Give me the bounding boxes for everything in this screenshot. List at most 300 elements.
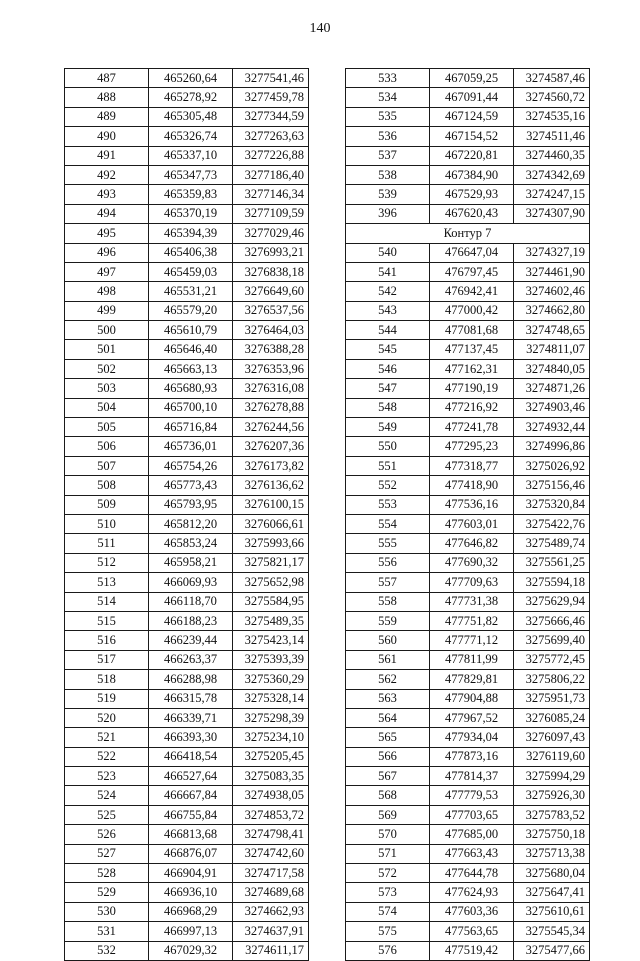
x-coordinate-cell: 466876,07	[149, 844, 233, 863]
x-coordinate-cell: 477934,04	[430, 728, 514, 747]
y-coordinate-cell: 3275926,30	[514, 786, 590, 805]
point-number-cell: 566	[346, 747, 430, 766]
table-row	[65, 708, 309, 727]
point-number-cell: 512	[65, 553, 149, 572]
x-coordinate-cell: 477873,16	[430, 747, 514, 766]
y-coordinate-cell: 3275994,29	[514, 767, 590, 786]
x-coordinate-cell: 465459,03	[149, 262, 233, 281]
point-number-cell: 505	[65, 418, 149, 437]
table-row	[65, 301, 309, 320]
y-coordinate-cell: 3276085,24	[514, 708, 590, 727]
point-number-cell: 530	[65, 902, 149, 921]
y-coordinate-cell: 3275320,84	[514, 495, 590, 514]
point-number-cell: 573	[346, 883, 430, 902]
y-coordinate-cell: 3275393,39	[233, 650, 309, 669]
x-coordinate-cell: 467620,43	[430, 204, 514, 223]
table-row	[346, 476, 590, 495]
y-coordinate-cell: 3275489,74	[514, 534, 590, 553]
x-coordinate-cell: 477624,93	[430, 883, 514, 902]
table-row	[65, 69, 309, 88]
point-number-cell: 534	[346, 88, 430, 107]
x-coordinate-cell: 465347,73	[149, 165, 233, 184]
coordinates-table-left	[64, 68, 309, 961]
point-number-cell: 542	[346, 282, 430, 301]
point-number-cell: 516	[65, 631, 149, 650]
y-coordinate-cell: 3276537,56	[233, 301, 309, 320]
table-row	[346, 204, 590, 223]
point-number-cell: 513	[65, 573, 149, 592]
table-row	[346, 127, 590, 146]
point-number-cell: 490	[65, 127, 149, 146]
point-number-cell: 539	[346, 185, 430, 204]
point-number-cell: 528	[65, 864, 149, 883]
y-coordinate-cell: 3275680,04	[514, 864, 590, 883]
x-coordinate-cell: 477603,36	[430, 902, 514, 921]
table-row	[346, 941, 590, 960]
x-coordinate-cell: 466418,54	[149, 747, 233, 766]
table-row	[65, 941, 309, 960]
y-coordinate-cell: 3275652,98	[233, 573, 309, 592]
table-row	[65, 165, 309, 184]
x-coordinate-cell: 465531,21	[149, 282, 233, 301]
x-coordinate-cell: 465663,13	[149, 359, 233, 378]
point-number-cell: 519	[65, 689, 149, 708]
x-coordinate-cell: 477603,01	[430, 514, 514, 533]
y-coordinate-cell: 3277029,46	[233, 224, 309, 243]
x-coordinate-cell: 466339,71	[149, 708, 233, 727]
x-coordinate-cell: 465278,92	[149, 88, 233, 107]
x-coordinate-cell: 477190,19	[430, 379, 514, 398]
table-row	[65, 379, 309, 398]
x-coordinate-cell: 465394,39	[149, 224, 233, 243]
point-number-cell: 501	[65, 340, 149, 359]
x-coordinate-cell: 467529,93	[430, 185, 514, 204]
point-number-cell: 525	[65, 805, 149, 824]
y-coordinate-cell: 3275026,92	[514, 456, 590, 475]
x-coordinate-cell: 477137,45	[430, 340, 514, 359]
point-number-cell: 560	[346, 631, 430, 650]
y-coordinate-cell: 3277263,63	[233, 127, 309, 146]
point-number-cell: 544	[346, 321, 430, 340]
table-row	[65, 262, 309, 281]
section-header-row	[346, 224, 590, 243]
point-number-cell: 575	[346, 922, 430, 941]
point-number-cell: 491	[65, 146, 149, 165]
x-coordinate-cell: 466118,70	[149, 592, 233, 611]
x-coordinate-cell: 477829,81	[430, 670, 514, 689]
x-coordinate-cell: 466997,13	[149, 922, 233, 941]
point-number-cell: 531	[65, 922, 149, 941]
x-coordinate-cell: 477646,82	[430, 534, 514, 553]
y-coordinate-cell: 3275489,35	[233, 611, 309, 630]
x-coordinate-cell: 466936,10	[149, 883, 233, 902]
point-number-cell: 555	[346, 534, 430, 553]
y-coordinate-cell: 3276316,08	[233, 379, 309, 398]
point-number-cell: 514	[65, 592, 149, 611]
table-row	[65, 359, 309, 378]
point-number-cell: 557	[346, 573, 430, 592]
x-coordinate-cell: 467220,81	[430, 146, 514, 165]
table-row	[65, 476, 309, 495]
point-number-cell: 571	[346, 844, 430, 863]
point-number-cell: 495	[65, 224, 149, 243]
x-coordinate-cell: 465754,26	[149, 456, 233, 475]
point-number-cell: 565	[346, 728, 430, 747]
y-coordinate-cell: 3275360,29	[233, 670, 309, 689]
y-coordinate-cell: 3275821,17	[233, 553, 309, 572]
y-coordinate-cell: 3275584,95	[233, 592, 309, 611]
x-coordinate-cell: 465773,43	[149, 476, 233, 495]
table-row	[65, 418, 309, 437]
table-row	[65, 922, 309, 941]
table-row	[346, 146, 590, 165]
table-row	[346, 767, 590, 786]
point-number-cell: 568	[346, 786, 430, 805]
coordinates-table-right	[345, 68, 590, 961]
point-number-cell: 510	[65, 514, 149, 533]
y-coordinate-cell: 3277109,59	[233, 204, 309, 223]
point-number-cell: 499	[65, 301, 149, 320]
y-coordinate-cell: 3276464,03	[233, 321, 309, 340]
point-number-cell: 521	[65, 728, 149, 747]
table-row	[65, 88, 309, 107]
x-coordinate-cell: 465958,21	[149, 553, 233, 572]
table-row	[346, 107, 590, 126]
table-row	[346, 825, 590, 844]
point-number-cell: 559	[346, 611, 430, 630]
table-row	[65, 650, 309, 669]
x-coordinate-cell: 466904,91	[149, 864, 233, 883]
table-row	[65, 321, 309, 340]
x-coordinate-cell: 477967,52	[430, 708, 514, 727]
table-row	[346, 379, 590, 398]
x-coordinate-cell: 466968,29	[149, 902, 233, 921]
table-row	[65, 631, 309, 650]
y-coordinate-cell: 3274938,05	[233, 786, 309, 805]
table-row	[346, 708, 590, 727]
table-row	[65, 204, 309, 223]
x-coordinate-cell: 477814,37	[430, 767, 514, 786]
point-number-cell: 502	[65, 359, 149, 378]
y-coordinate-cell: 3276173,82	[233, 456, 309, 475]
point-number-cell: 527	[65, 844, 149, 863]
table-row	[65, 864, 309, 883]
x-coordinate-cell: 465680,93	[149, 379, 233, 398]
table-row	[346, 418, 590, 437]
table-row	[346, 437, 590, 456]
table-row	[65, 553, 309, 572]
table-row	[65, 728, 309, 747]
y-coordinate-cell: 3276100,15	[233, 495, 309, 514]
table-row	[346, 514, 590, 533]
point-number-cell: 543	[346, 301, 430, 320]
x-coordinate-cell: 477644,78	[430, 864, 514, 883]
y-coordinate-cell: 3276838,18	[233, 262, 309, 281]
point-number-cell: 504	[65, 398, 149, 417]
table-row	[346, 728, 590, 747]
x-coordinate-cell: 465326,74	[149, 127, 233, 146]
x-coordinate-cell: 477216,92	[430, 398, 514, 417]
x-coordinate-cell: 477241,78	[430, 418, 514, 437]
x-coordinate-cell: 466263,37	[149, 650, 233, 669]
x-coordinate-cell: 466813,68	[149, 825, 233, 844]
y-coordinate-cell: 3276649,60	[233, 282, 309, 301]
x-coordinate-cell: 477081,68	[430, 321, 514, 340]
table-row	[346, 747, 590, 766]
y-coordinate-cell: 3274342,69	[514, 165, 590, 184]
point-number-cell: 536	[346, 127, 430, 146]
point-number-cell: 487	[65, 69, 149, 88]
point-number-cell: 522	[65, 747, 149, 766]
x-coordinate-cell: 466315,78	[149, 689, 233, 708]
table-row	[65, 534, 309, 553]
x-coordinate-cell: 465716,84	[149, 418, 233, 437]
y-coordinate-cell: 3276278,88	[233, 398, 309, 417]
table-row	[65, 224, 309, 243]
point-number-cell: 533	[346, 69, 430, 88]
y-coordinate-cell: 3274460,35	[514, 146, 590, 165]
y-coordinate-cell: 3276136,62	[233, 476, 309, 495]
x-coordinate-cell: 477811,99	[430, 650, 514, 669]
x-coordinate-cell: 477751,82	[430, 611, 514, 630]
y-coordinate-cell: 3274903,46	[514, 398, 590, 417]
y-coordinate-cell: 3275806,22	[514, 670, 590, 689]
table-row	[346, 786, 590, 805]
table-row	[65, 437, 309, 456]
table-row	[346, 670, 590, 689]
point-number-cell: 520	[65, 708, 149, 727]
y-coordinate-cell: 3276097,43	[514, 728, 590, 747]
point-number-cell: 574	[346, 902, 430, 921]
x-coordinate-cell: 465260,64	[149, 69, 233, 88]
point-number-cell: 524	[65, 786, 149, 805]
table-row	[346, 88, 590, 107]
table-row	[346, 611, 590, 630]
table-row	[346, 902, 590, 921]
x-coordinate-cell: 465793,95	[149, 495, 233, 514]
table-row	[346, 573, 590, 592]
table-row	[346, 185, 590, 204]
y-coordinate-cell: 3274327,19	[514, 243, 590, 262]
table-row	[65, 825, 309, 844]
point-number-cell: 554	[346, 514, 430, 533]
table-row	[346, 495, 590, 514]
point-number-cell: 552	[346, 476, 430, 495]
point-number-cell: 567	[346, 767, 430, 786]
section-label: Контур 7	[346, 224, 590, 243]
point-number-cell: 498	[65, 282, 149, 301]
x-coordinate-cell: 465579,20	[149, 301, 233, 320]
y-coordinate-cell: 3274637,91	[233, 922, 309, 941]
point-number-cell: 507	[65, 456, 149, 475]
table-row	[346, 69, 590, 88]
point-number-cell: 556	[346, 553, 430, 572]
table-row	[65, 805, 309, 824]
table-row	[65, 902, 309, 921]
x-coordinate-cell: 477519,42	[430, 941, 514, 960]
y-coordinate-cell: 3275783,52	[514, 805, 590, 824]
y-coordinate-cell: 3275328,14	[233, 689, 309, 708]
x-coordinate-cell: 477904,88	[430, 689, 514, 708]
point-number-cell: 535	[346, 107, 430, 126]
x-coordinate-cell: 465337,10	[149, 146, 233, 165]
y-coordinate-cell: 3274535,16	[514, 107, 590, 126]
x-coordinate-cell: 467091,44	[430, 88, 514, 107]
table-row	[346, 282, 590, 301]
y-coordinate-cell: 3277146,34	[233, 185, 309, 204]
point-number-cell: 511	[65, 534, 149, 553]
point-number-cell: 496	[65, 243, 149, 262]
y-coordinate-cell: 3276353,96	[233, 359, 309, 378]
y-coordinate-cell: 3274587,46	[514, 69, 590, 88]
table-row	[346, 398, 590, 417]
y-coordinate-cell: 3274461,90	[514, 262, 590, 281]
point-number-cell: 506	[65, 437, 149, 456]
y-coordinate-cell: 3277226,88	[233, 146, 309, 165]
point-number-cell: 396	[346, 204, 430, 223]
y-coordinate-cell: 3275666,46	[514, 611, 590, 630]
x-coordinate-cell: 466755,84	[149, 805, 233, 824]
y-coordinate-cell: 3277344,59	[233, 107, 309, 126]
y-coordinate-cell: 3277541,46	[233, 69, 309, 88]
x-coordinate-cell: 477703,65	[430, 805, 514, 824]
y-coordinate-cell: 3274717,58	[233, 864, 309, 883]
table-row	[65, 456, 309, 475]
y-coordinate-cell: 3275156,46	[514, 476, 590, 495]
point-number-cell: 540	[346, 243, 430, 262]
y-coordinate-cell: 3274853,72	[233, 805, 309, 824]
table-row	[65, 592, 309, 611]
y-coordinate-cell: 3276119,60	[514, 747, 590, 766]
y-coordinate-cell: 3275545,34	[514, 922, 590, 941]
x-coordinate-cell: 467029,32	[149, 941, 233, 960]
y-coordinate-cell: 3275234,10	[233, 728, 309, 747]
table-row	[65, 670, 309, 689]
y-coordinate-cell: 3274511,46	[514, 127, 590, 146]
point-number-cell: 526	[65, 825, 149, 844]
table-row	[346, 689, 590, 708]
y-coordinate-cell: 3275594,18	[514, 573, 590, 592]
point-number-cell: 489	[65, 107, 149, 126]
point-number-cell: 494	[65, 204, 149, 223]
table-row	[346, 631, 590, 650]
y-coordinate-cell: 3275205,45	[233, 747, 309, 766]
table-row	[346, 262, 590, 281]
x-coordinate-cell: 466069,93	[149, 573, 233, 592]
y-coordinate-cell: 3277186,40	[233, 165, 309, 184]
x-coordinate-cell: 466393,30	[149, 728, 233, 747]
point-number-cell: 547	[346, 379, 430, 398]
point-number-cell: 561	[346, 650, 430, 669]
x-coordinate-cell: 477563,65	[430, 922, 514, 941]
y-coordinate-cell: 3274602,46	[514, 282, 590, 301]
table-row	[65, 767, 309, 786]
point-number-cell: 509	[65, 495, 149, 514]
y-coordinate-cell: 3276388,28	[233, 340, 309, 359]
x-coordinate-cell: 465812,20	[149, 514, 233, 533]
x-coordinate-cell: 477536,16	[430, 495, 514, 514]
x-coordinate-cell: 477000,42	[430, 301, 514, 320]
point-number-cell: 553	[346, 495, 430, 514]
x-coordinate-cell: 467384,90	[430, 165, 514, 184]
table-row	[346, 456, 590, 475]
table-row	[346, 534, 590, 553]
table-row	[65, 185, 309, 204]
table-row	[65, 243, 309, 262]
y-coordinate-cell: 3274689,68	[233, 883, 309, 902]
point-number-cell: 563	[346, 689, 430, 708]
point-number-cell: 564	[346, 708, 430, 727]
table-row	[65, 883, 309, 902]
y-coordinate-cell: 3274560,72	[514, 88, 590, 107]
y-coordinate-cell: 3275772,45	[514, 650, 590, 669]
table-row	[65, 398, 309, 417]
point-number-cell: 497	[65, 262, 149, 281]
y-coordinate-cell: 3275750,18	[514, 825, 590, 844]
point-number-cell: 548	[346, 398, 430, 417]
point-number-cell: 508	[65, 476, 149, 495]
x-coordinate-cell: 476942,41	[430, 282, 514, 301]
y-coordinate-cell: 3275083,35	[233, 767, 309, 786]
table-row	[65, 844, 309, 863]
y-coordinate-cell: 3275610,61	[514, 902, 590, 921]
table-row	[65, 127, 309, 146]
x-coordinate-cell: 467124,59	[430, 107, 514, 126]
point-number-cell: 518	[65, 670, 149, 689]
x-coordinate-cell: 466288,98	[149, 670, 233, 689]
x-coordinate-cell: 477779,53	[430, 786, 514, 805]
table-row	[65, 107, 309, 126]
y-coordinate-cell: 3275647,41	[514, 883, 590, 902]
table-row	[346, 805, 590, 824]
table-row	[65, 747, 309, 766]
y-coordinate-cell: 3276207,36	[233, 437, 309, 456]
x-coordinate-cell: 465700,10	[149, 398, 233, 417]
x-coordinate-cell: 466239,44	[149, 631, 233, 650]
y-coordinate-cell: 3275477,66	[514, 941, 590, 960]
x-coordinate-cell: 465646,40	[149, 340, 233, 359]
x-coordinate-cell: 465370,19	[149, 204, 233, 223]
y-coordinate-cell: 3276993,21	[233, 243, 309, 262]
x-coordinate-cell: 477295,23	[430, 437, 514, 456]
point-number-cell: 532	[65, 941, 149, 960]
table-row	[346, 883, 590, 902]
x-coordinate-cell: 477731,38	[430, 592, 514, 611]
point-number-cell: 541	[346, 262, 430, 281]
point-number-cell: 551	[346, 456, 430, 475]
table-row	[346, 592, 590, 611]
point-number-cell: 550	[346, 437, 430, 456]
point-number-cell: 576	[346, 941, 430, 960]
table-row	[346, 243, 590, 262]
x-coordinate-cell: 477162,31	[430, 359, 514, 378]
point-number-cell: 492	[65, 165, 149, 184]
table-row	[346, 165, 590, 184]
point-number-cell: 546	[346, 359, 430, 378]
y-coordinate-cell: 3274840,05	[514, 359, 590, 378]
x-coordinate-cell: 465853,24	[149, 534, 233, 553]
table-row	[346, 340, 590, 359]
table-row	[65, 689, 309, 708]
point-number-cell: 562	[346, 670, 430, 689]
table-row	[65, 340, 309, 359]
y-coordinate-cell: 3275713,38	[514, 844, 590, 863]
table-row	[346, 359, 590, 378]
point-number-cell: 537	[346, 146, 430, 165]
x-coordinate-cell: 477663,43	[430, 844, 514, 863]
table-row	[65, 786, 309, 805]
table-row	[346, 321, 590, 340]
